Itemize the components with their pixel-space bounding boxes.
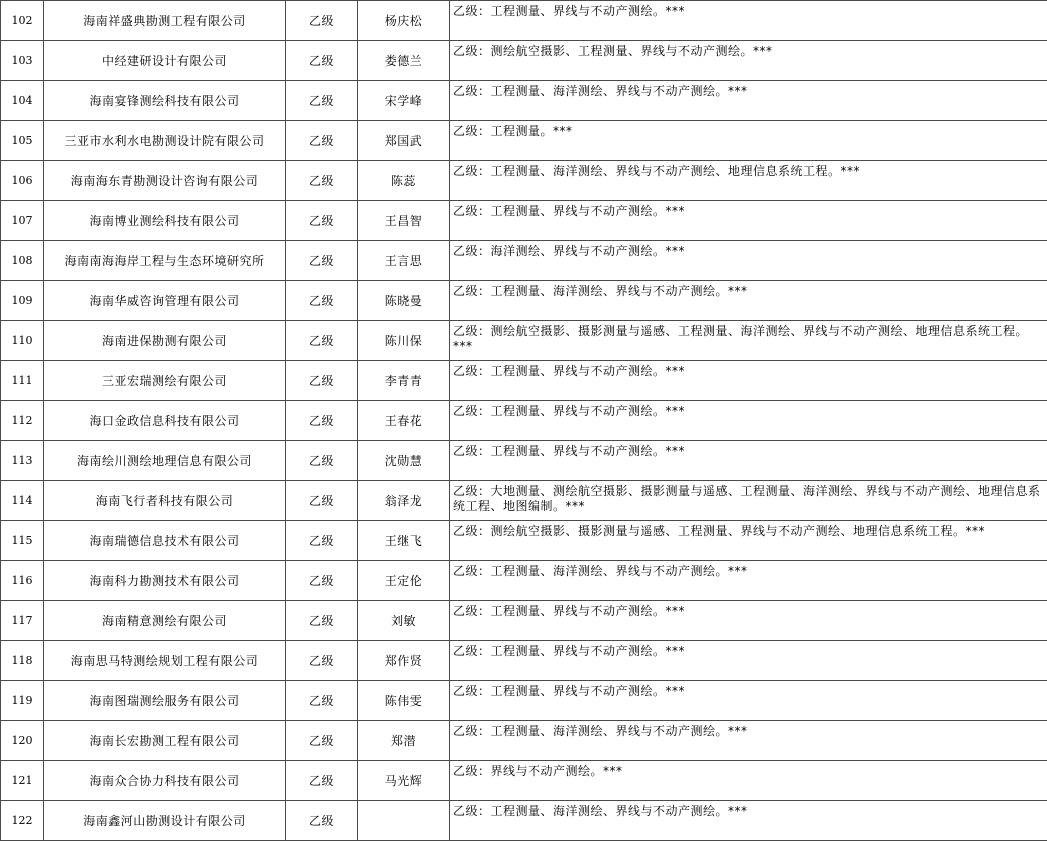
business-scope-cell: 乙级：工程测量、界线与不动产测绘。*** <box>450 361 1047 401</box>
grade-cell: 乙级 <box>286 681 358 721</box>
company-name-cell: 三亚宏瑞测绘有限公司 <box>44 361 286 401</box>
row-number-cell: 106 <box>1 161 44 201</box>
business-scope-cell: 乙级：工程测量、界线与不动产测绘。*** <box>450 201 1047 241</box>
grade-cell: 乙级 <box>286 81 358 121</box>
contact-person-cell: 郑作贤 <box>358 641 450 681</box>
table-row <box>1 241 1047 281</box>
contact-person-cell: 王继飞 <box>358 521 450 561</box>
contact-person-cell: 王春花 <box>358 401 450 441</box>
row-number-cell: 103 <box>1 41 44 81</box>
business-scope-cell: 乙级：工程测量、海洋测绘、界线与不动产测绘、地理信息系统工程。*** <box>450 161 1047 201</box>
business-scope-cell: 乙级：工程测量、界线与不动产测绘。*** <box>450 641 1047 681</box>
contact-person-cell: 陈伟雯 <box>358 681 450 721</box>
row-number-cell: 115 <box>1 521 44 561</box>
table-row <box>1 761 1047 801</box>
company-name-cell: 海口金政信息科技有限公司 <box>44 401 286 441</box>
grade-cell: 乙级 <box>286 161 358 201</box>
business-scope-cell: 乙级：工程测量、界线与不动产测绘。*** <box>450 441 1047 481</box>
row-number-cell: 111 <box>1 361 44 401</box>
company-name-cell: 海南博业测绘科技有限公司 <box>44 201 286 241</box>
business-scope-cell: 乙级：大地测量、测绘航空摄影、摄影测量与遥感、工程测量、海洋测绘、界线与不动产测绘、地理信息系统工程、地图编制。*** <box>450 481 1047 521</box>
table-row <box>1 81 1047 121</box>
business-scope-cell: 乙级：工程测量、海洋测绘、界线与不动产测绘。*** <box>450 721 1047 761</box>
grade-cell: 乙级 <box>286 721 358 761</box>
business-scope-cell: 乙级：工程测量、界线与不动产测绘。*** <box>450 1 1047 41</box>
grade-cell: 乙级 <box>286 281 358 321</box>
row-number-cell: 113 <box>1 441 44 481</box>
grade-cell: 乙级 <box>286 561 358 601</box>
grade-cell: 乙级 <box>286 801 358 841</box>
row-number-cell: 119 <box>1 681 44 721</box>
table-row <box>1 1 1047 41</box>
company-name-cell: 海南华威咨询管理有限公司 <box>44 281 286 321</box>
grade-cell: 乙级 <box>286 361 358 401</box>
contact-person-cell: 马光辉 <box>358 761 450 801</box>
company-name-cell: 海南绘川测绘地理信息有限公司 <box>44 441 286 481</box>
contact-person-cell: 郑潜 <box>358 721 450 761</box>
table-row <box>1 361 1047 401</box>
contact-person-cell: 王言思 <box>358 241 450 281</box>
table-row <box>1 321 1047 361</box>
row-number-cell: 121 <box>1 761 44 801</box>
table-row <box>1 281 1047 321</box>
company-name-cell: 海南南海海岸工程与生态环境研究所 <box>44 241 286 281</box>
contact-person-cell <box>358 801 450 841</box>
company-name-cell: 海南长宏勘测工程有限公司 <box>44 721 286 761</box>
contact-person-cell: 杨庆松 <box>358 1 450 41</box>
company-name-cell: 海南众合协力科技有限公司 <box>44 761 286 801</box>
table-row <box>1 121 1047 161</box>
contact-person-cell: 王定伦 <box>358 561 450 601</box>
row-number-cell: 114 <box>1 481 44 521</box>
table-row <box>1 641 1047 681</box>
table-row <box>1 801 1047 841</box>
row-number-cell: 104 <box>1 81 44 121</box>
business-scope-cell: 乙级：测绘航空摄影、摄影测量与遥感、工程测量、界线与不动产测绘、地理信息系统工程。*** <box>450 521 1047 561</box>
business-scope-cell: 乙级：海洋测绘、界线与不动产测绘。*** <box>450 241 1047 281</box>
table-row <box>1 681 1047 721</box>
row-number-cell: 118 <box>1 641 44 681</box>
grade-cell: 乙级 <box>286 401 358 441</box>
company-name-cell: 海南飞行者科技有限公司 <box>44 481 286 521</box>
company-name-cell: 海南进保勘测有限公司 <box>44 321 286 361</box>
grade-cell: 乙级 <box>286 521 358 561</box>
table-row <box>1 441 1047 481</box>
company-name-cell: 海南海东青勘测设计咨询有限公司 <box>44 161 286 201</box>
grade-cell: 乙级 <box>286 241 358 281</box>
table-row <box>1 561 1047 601</box>
company-name-cell: 中经建研设计有限公司 <box>44 41 286 81</box>
grade-cell: 乙级 <box>286 761 358 801</box>
company-name-cell: 海南宴锋测绘科技有限公司 <box>44 81 286 121</box>
grade-cell: 乙级 <box>286 481 358 521</box>
business-scope-cell: 乙级：工程测量。*** <box>450 121 1047 161</box>
business-scope-cell: 乙级：工程测量、海洋测绘、界线与不动产测绘。*** <box>450 801 1047 841</box>
business-scope-cell: 乙级：测绘航空摄影、摄影测量与遥感、工程测量、海洋测绘、界线与不动产测绘、地理信息系统工程。*** <box>450 321 1047 361</box>
business-scope-cell: 乙级：界线与不动产测绘。*** <box>450 761 1047 801</box>
table-row <box>1 161 1047 201</box>
contact-person-cell: 翁泽龙 <box>358 481 450 521</box>
business-scope-cell: 乙级：工程测量、海洋测绘、界线与不动产测绘。*** <box>450 281 1047 321</box>
table-row <box>1 721 1047 761</box>
row-number-cell: 112 <box>1 401 44 441</box>
row-number-cell: 122 <box>1 801 44 841</box>
table-row <box>1 521 1047 561</box>
contact-person-cell: 娄德兰 <box>358 41 450 81</box>
company-name-cell: 海南祥盛典勘测工程有限公司 <box>44 1 286 41</box>
company-name-cell: 海南瑞德信息技术有限公司 <box>44 521 286 561</box>
contact-person-cell: 宋学峰 <box>358 81 450 121</box>
row-number-cell: 108 <box>1 241 44 281</box>
company-name-cell: 三亚市水利水电勘测设计院有限公司 <box>44 121 286 161</box>
business-scope-cell: 乙级：工程测量、界线与不动产测绘。*** <box>450 681 1047 721</box>
business-scope-cell: 乙级：测绘航空摄影、工程测量、界线与不动产测绘。*** <box>450 41 1047 81</box>
grade-cell: 乙级 <box>286 601 358 641</box>
contact-person-cell: 刘敏 <box>358 601 450 641</box>
contact-person-cell: 陈蕊 <box>358 161 450 201</box>
contact-person-cell: 陈川保 <box>358 321 450 361</box>
company-name-cell: 海南鑫河山勘测设计有限公司 <box>44 801 286 841</box>
contact-person-cell: 沈勋慧 <box>358 441 450 481</box>
row-number-cell: 120 <box>1 721 44 761</box>
contact-person-cell: 王昌智 <box>358 201 450 241</box>
company-name-cell: 海南精意测绘有限公司 <box>44 601 286 641</box>
table-body <box>1 1 1047 841</box>
business-scope-cell: 乙级：工程测量、海洋测绘、界线与不动产测绘。*** <box>450 561 1047 601</box>
grade-cell: 乙级 <box>286 201 358 241</box>
table-row <box>1 601 1047 641</box>
grade-cell: 乙级 <box>286 441 358 481</box>
contact-person-cell: 郑国武 <box>358 121 450 161</box>
contact-person-cell: 李青青 <box>358 361 450 401</box>
row-number-cell: 110 <box>1 321 44 361</box>
business-scope-cell: 乙级：工程测量、界线与不动产测绘。*** <box>450 601 1047 641</box>
company-name-cell: 海南思马特测绘规划工程有限公司 <box>44 641 286 681</box>
row-number-cell: 107 <box>1 201 44 241</box>
row-number-cell: 109 <box>1 281 44 321</box>
row-number-cell: 117 <box>1 601 44 641</box>
business-scope-cell: 乙级：工程测量、界线与不动产测绘。*** <box>450 401 1047 441</box>
grade-cell: 乙级 <box>286 1 358 41</box>
grade-cell: 乙级 <box>286 321 358 361</box>
row-number-cell: 116 <box>1 561 44 601</box>
table-row <box>1 481 1047 521</box>
business-scope-cell: 乙级：工程测量、海洋测绘、界线与不动产测绘。*** <box>450 81 1047 121</box>
contact-person-cell: 陈晓曼 <box>358 281 450 321</box>
grade-cell: 乙级 <box>286 41 358 81</box>
company-name-cell: 海南科力勘测技术有限公司 <box>44 561 286 601</box>
grade-cell: 乙级 <box>286 121 358 161</box>
table-row <box>1 401 1047 441</box>
grade-cell: 乙级 <box>286 641 358 681</box>
row-number-cell: 105 <box>1 121 44 161</box>
table-row <box>1 41 1047 81</box>
company-name-cell: 海南图瑞测绘服务有限公司 <box>44 681 286 721</box>
row-number-cell: 102 <box>1 1 44 41</box>
table-row <box>1 201 1047 241</box>
